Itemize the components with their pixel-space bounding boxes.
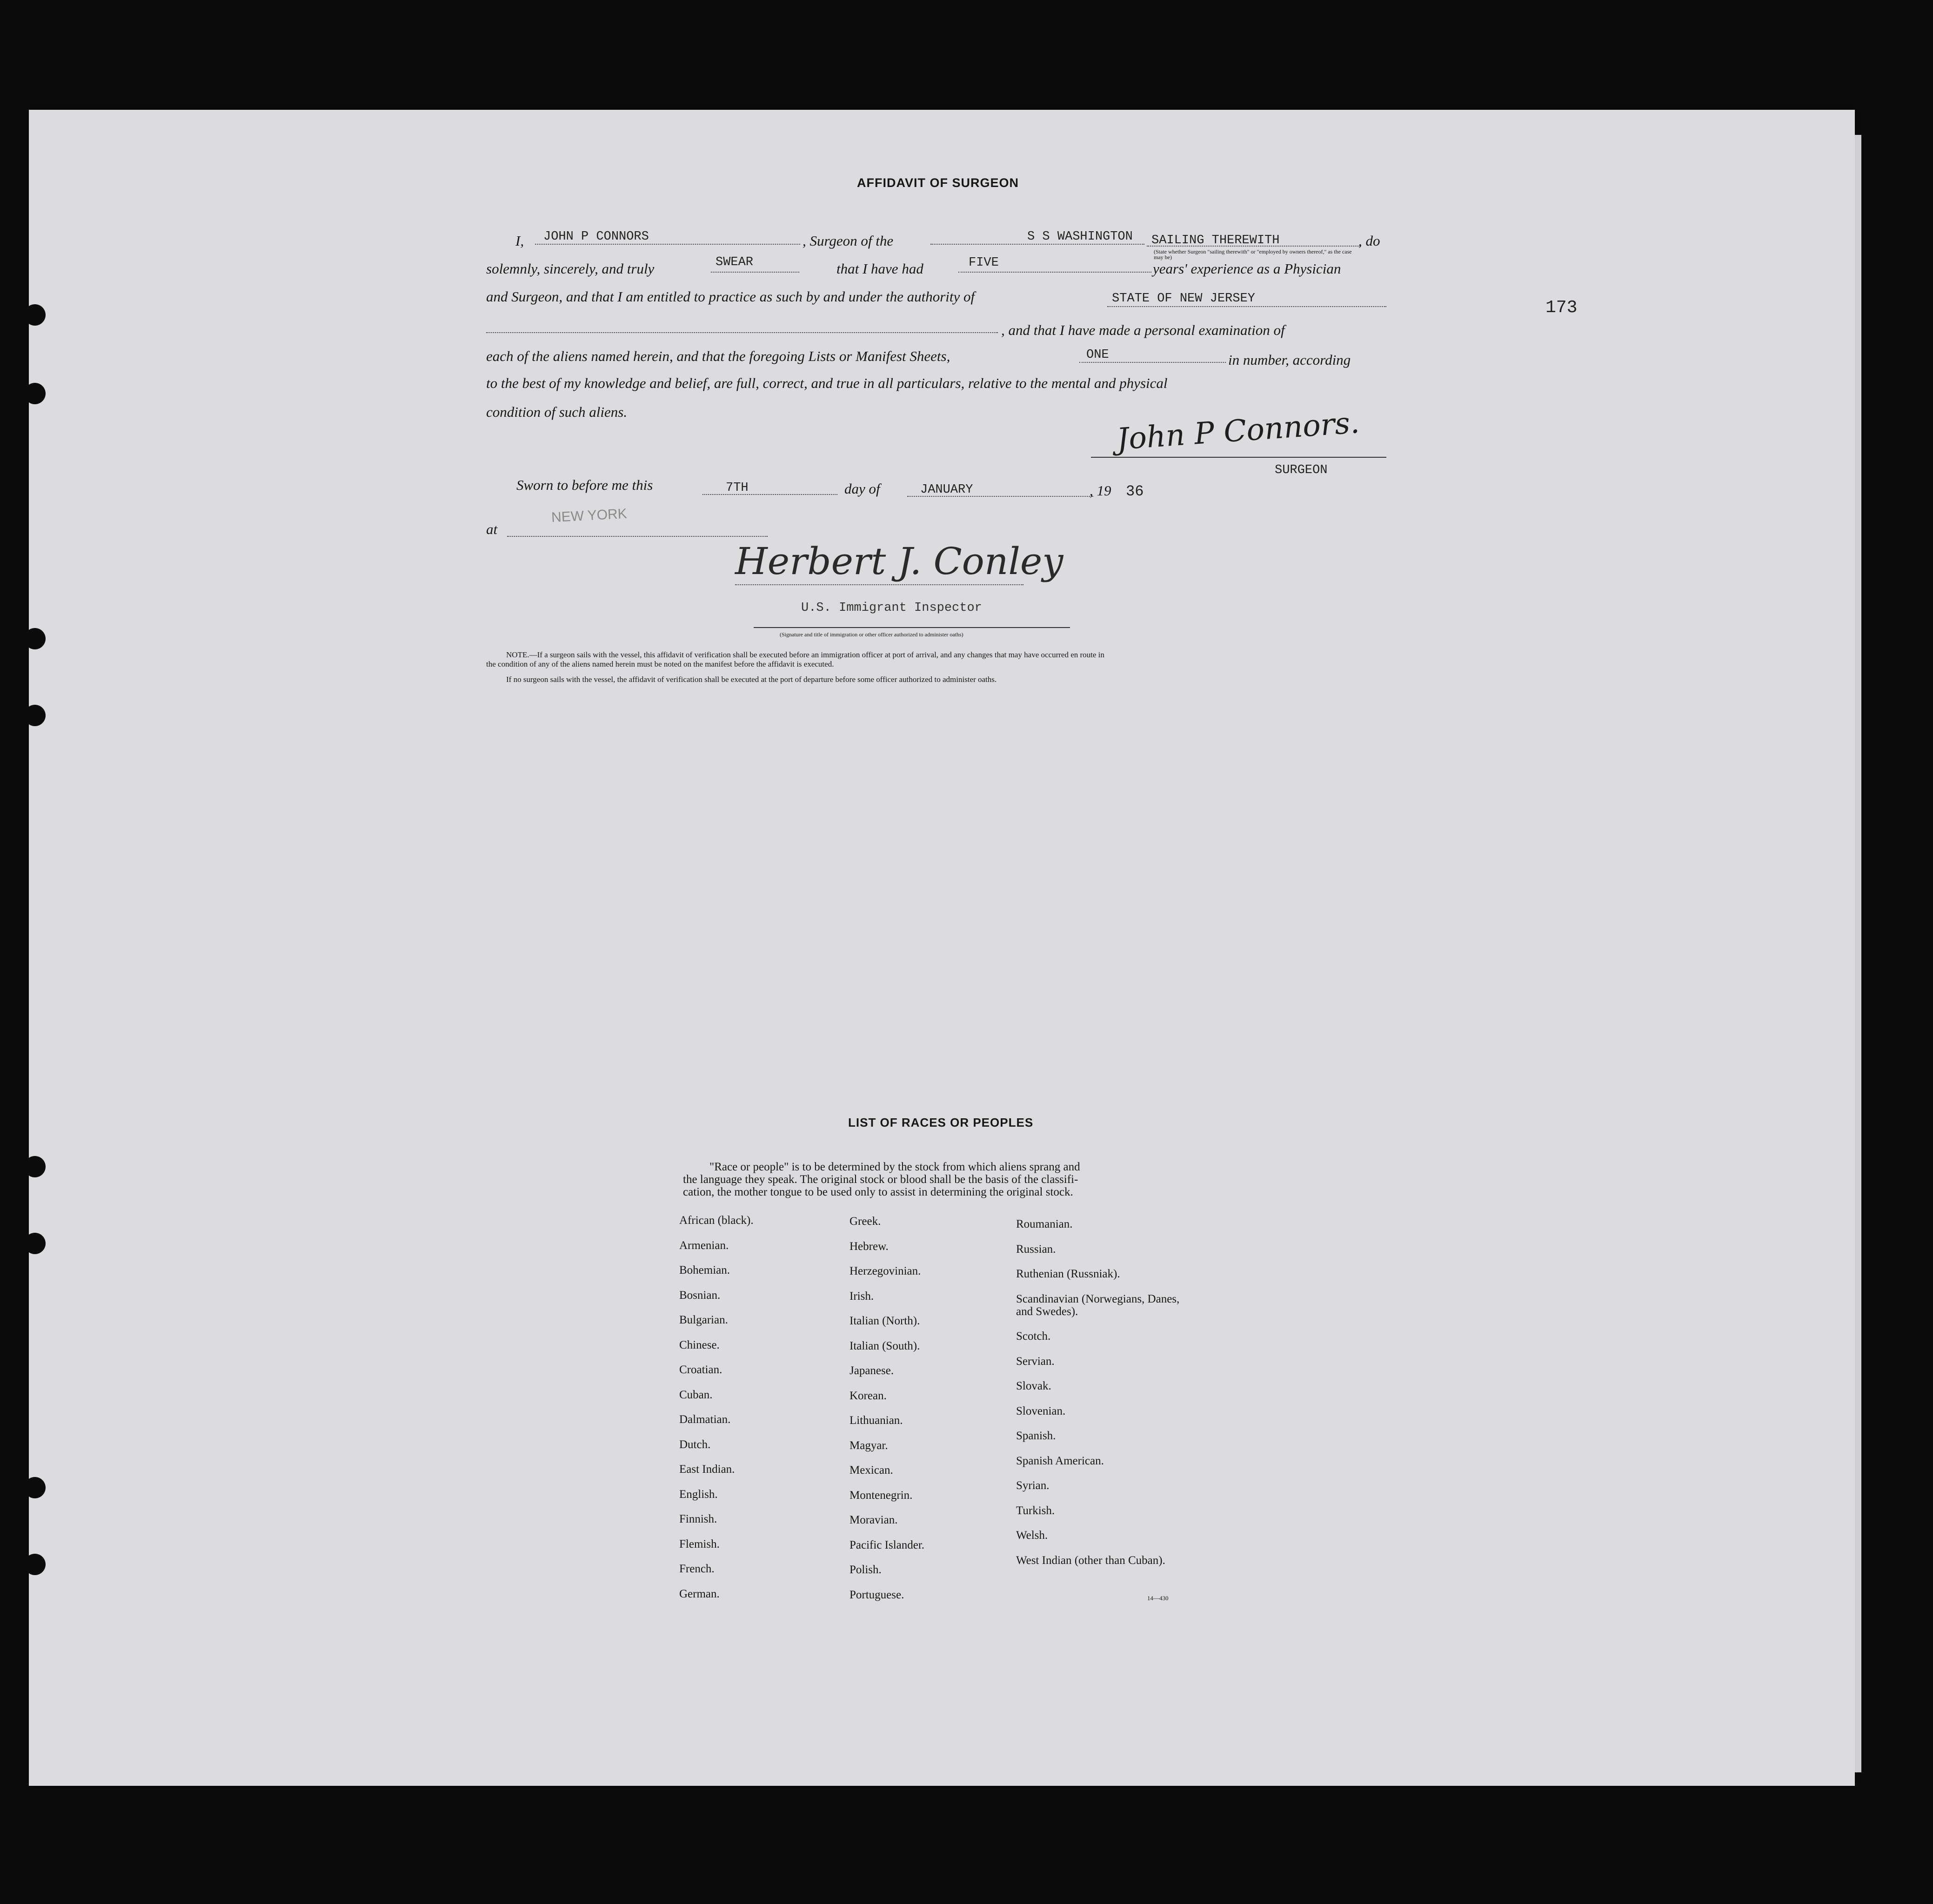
- race-item: Bohemian.: [679, 1264, 730, 1276]
- sailing-note: (State whether Surgeon "sailing therewith" or "employed by owners thereof," as the case may be): [1154, 248, 1352, 261]
- binder-hole: [24, 1233, 46, 1254]
- l1-mid: , Surgeon of the: [803, 233, 894, 249]
- race-item: West Indian (other than Cuban).: [1016, 1554, 1165, 1567]
- years-value: FIVE: [969, 256, 999, 270]
- signature-rule: [1091, 457, 1386, 458]
- note-line-1: NOTE.—If a surgeon sails with the vessel, this affidavit of verification shall be executed before an immigration officer at port of arrival, and any changes that may have occurred en route in: [506, 650, 1104, 659]
- race-item: Slovenian.: [1016, 1404, 1066, 1417]
- race-item: Croatian.: [679, 1363, 722, 1376]
- race-item: Scotch.: [1016, 1330, 1051, 1343]
- race-item: Ruthenian (Russniak).: [1016, 1268, 1120, 1280]
- rule: [930, 244, 1144, 245]
- note-line-2: the condition of any of the aliens named herein must be noted on the manifest before the affidavit is executed.: [486, 660, 834, 668]
- race-item: Pacific Islander.: [849, 1538, 925, 1551]
- l6-text: to the best of my knowledge and belief, are full, correct, and true in all particulars, relative to the mental and physical: [486, 375, 1168, 391]
- oath-word: SWEAR: [716, 255, 754, 269]
- l5-end: in number, according: [1228, 352, 1351, 368]
- race-item: French.: [679, 1563, 715, 1575]
- race-item: Flemish.: [679, 1537, 720, 1550]
- binder-hole: [24, 705, 46, 726]
- rule: [1147, 246, 1361, 247]
- surgeon-signature: John P Connors.: [1116, 405, 1361, 457]
- race-item: Dalmatian.: [679, 1413, 731, 1426]
- race-item: Lithuanian.: [849, 1414, 903, 1427]
- rule: [958, 272, 1151, 273]
- rule: [907, 496, 1093, 497]
- l5-prefix: each of the aliens named herein, and that the foregoing Lists or Manifest Sheets,: [486, 348, 950, 364]
- race-item: Korean.: [849, 1389, 887, 1402]
- surgeon-name: JOHN P CONNORS: [543, 230, 649, 244]
- sheets-value: ONE: [1086, 348, 1109, 362]
- binder-hole: [24, 304, 46, 326]
- rule: [1107, 306, 1386, 307]
- binder-hole: [24, 1554, 46, 1575]
- signature-caption: (Signature and title of immigration or other officer authorized to administer oaths): [780, 631, 963, 638]
- l2-end: years' experience as a Physician: [1153, 261, 1341, 277]
- inspector-signature: Herbert J. Conley: [735, 540, 1063, 583]
- race-item: German.: [679, 1587, 720, 1600]
- race-item: Italian (North).: [849, 1315, 920, 1327]
- race-item: Slovak.: [1016, 1380, 1051, 1392]
- at-label: at: [486, 521, 498, 537]
- rule: [702, 494, 837, 495]
- l1-prefix: I,: [515, 233, 524, 249]
- race-item: Montenegrin.: [849, 1489, 913, 1502]
- races-title: LIST OF RACES OR PEOPLES: [848, 1116, 1034, 1129]
- race-item: English.: [679, 1488, 718, 1501]
- binder-hole: [24, 628, 46, 649]
- page-edge: [1855, 135, 1861, 1772]
- l4-end: , and that I have made a personal examination of: [1001, 322, 1285, 338]
- race-item: Italian (South).: [849, 1339, 920, 1352]
- race-item: Roumanian.: [1016, 1218, 1073, 1230]
- race-item: Japanese.: [849, 1364, 894, 1377]
- sworn-month: JANUARY: [920, 483, 973, 497]
- note-line-3: If no surgeon sails with the vessel, the affidavit of verification shall be executed at the port of departure before some officer authorized to administer oaths.: [506, 675, 997, 684]
- race-item: Scandinavian (Norwegians, Danes, and Swedes).: [1016, 1292, 1180, 1318]
- race-item: Moravian.: [849, 1514, 898, 1526]
- race-item: Bosnian.: [679, 1289, 721, 1302]
- l2-mid: that I have had: [836, 261, 923, 277]
- race-item: Syrian.: [1016, 1479, 1050, 1492]
- rule: [1079, 362, 1226, 363]
- race-item: Spanish American.: [1016, 1454, 1104, 1467]
- sailing-status: SAILING THEREWITH: [1151, 234, 1280, 247]
- surgeon-label: SURGEON: [1275, 463, 1328, 477]
- inspector-rule: [754, 627, 1070, 628]
- binder-hole: [24, 383, 46, 404]
- l7-text: condition of such aliens.: [486, 404, 628, 420]
- race-item: African (black).: [679, 1214, 754, 1227]
- rule: [507, 536, 768, 537]
- binder-hole: [24, 1477, 46, 1498]
- race-item: Chinese.: [679, 1338, 720, 1351]
- race-item: Irish.: [849, 1289, 874, 1303]
- races-intro-3: cation, the mother tongue to be used only to assist in determining the original stock.: [683, 1186, 1073, 1198]
- day-of-label: day of: [844, 481, 880, 497]
- race-item: Magyar.: [849, 1439, 888, 1452]
- race-item: Cuban.: [679, 1388, 713, 1401]
- binder-hole: [24, 1156, 46, 1177]
- race-item: Russian.: [1016, 1243, 1056, 1256]
- rule: [486, 332, 998, 333]
- sworn-day: 7TH: [726, 481, 749, 495]
- race-item: Spanish.: [1016, 1430, 1056, 1442]
- race-item: Turkish.: [1016, 1504, 1055, 1517]
- authority-value: STATE OF NEW JERSEY: [1112, 292, 1255, 306]
- race-item: Armenian.: [679, 1239, 729, 1252]
- race-item: East Indian.: [679, 1463, 735, 1476]
- place-stamp: NEW YORK: [551, 506, 628, 526]
- year-prefix: , 19: [1090, 482, 1111, 499]
- race-item: Herzegovinian.: [849, 1265, 921, 1277]
- race-item: Servian.: [1016, 1355, 1055, 1368]
- race-item: Finnish.: [679, 1513, 717, 1525]
- race-item: Hebrew.: [849, 1240, 889, 1253]
- races-intro-2: the language they speak. The original stock or blood shall be the basis of the classifi-: [683, 1173, 1078, 1186]
- rule: [711, 272, 799, 273]
- l3-prefix: and Surgeon, and that I am entitled to practice as such by and under the authority of: [486, 288, 975, 305]
- vessel-name: S S WASHINGTON: [1027, 230, 1133, 244]
- race-item: Dutch.: [679, 1438, 711, 1451]
- affidavit-title: AFFIDAVIT OF SURGEON: [857, 176, 1019, 190]
- race-item: Polish.: [849, 1563, 882, 1576]
- inspector-title: U.S. Immigrant Inspector: [801, 601, 982, 615]
- rule: [735, 584, 1023, 585]
- race-item: Portuguese.: [849, 1588, 904, 1601]
- race-item: Mexican.: [849, 1464, 893, 1476]
- l2-prefix: solemnly, sincerely, and truly: [486, 261, 655, 277]
- page-number: 173: [1545, 298, 1578, 318]
- form-number: 14—430: [1147, 1595, 1169, 1602]
- race-item: Bulgarian.: [679, 1314, 728, 1326]
- sworn-prefix: Sworn to before me this: [516, 477, 653, 493]
- race-item: Greek.: [849, 1215, 881, 1228]
- races-intro-1: "Race or people" is to be determined by the stock from which aliens sprang and: [709, 1161, 1080, 1173]
- year-suffix: 36: [1126, 483, 1144, 500]
- race-item: Welsh.: [1016, 1529, 1048, 1542]
- rule: [535, 244, 800, 245]
- l1-end: , do: [1358, 233, 1380, 249]
